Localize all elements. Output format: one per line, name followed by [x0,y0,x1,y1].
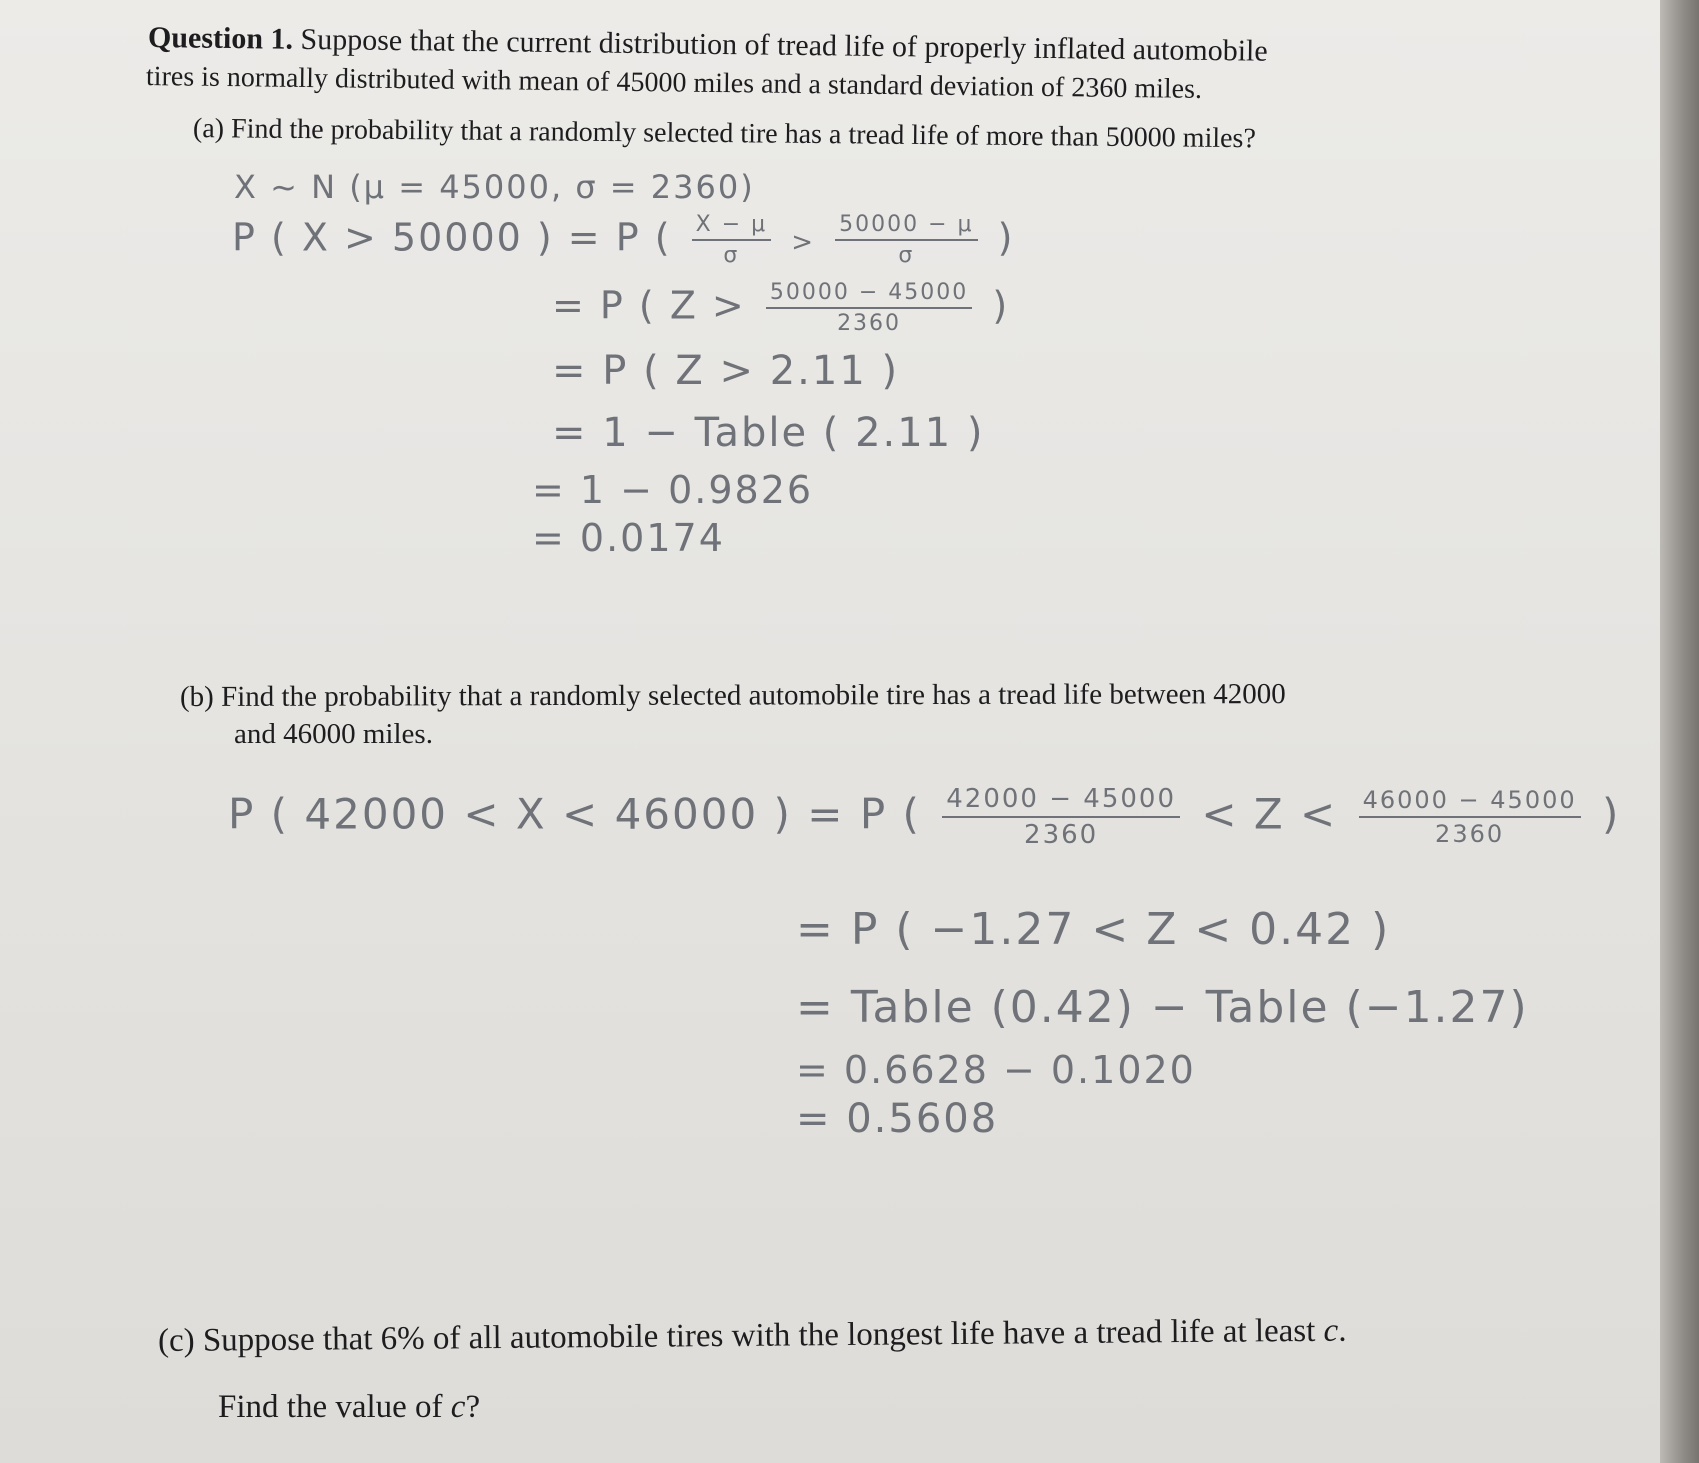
work-b-line1 [228,784,1620,850]
work-a-line3 [552,280,1009,336]
work-b-line1-frac1-den: 2360 [1024,820,1099,850]
part-c-text: (c) Suppose that 6% of all automobile tires with the longest life have a tread life at least [157,1312,1324,1359]
work-b-line1-frac2-den: 2360 [1435,820,1505,848]
work-b-line1-fraction1 [942,784,1180,850]
question-intro-text: Suppose that the current distribution of tread life of properly inflated automobile [300,22,1268,68]
work-a-line4: = P ( Z > 2.11 ) [552,348,900,394]
work-a-line3-fraction [766,280,972,336]
work-a-line6: = 1 − 0.9826 [532,468,814,512]
work-b-line1-fraction2 [1359,786,1581,848]
work-b-line5: = 0.5608 [796,1096,999,1142]
question-heading: Question 1. [147,21,294,56]
part-b-prompt-line2: and 46000 miles. [234,718,433,750]
work-b-line4: = 0.6628 − 0.1020 [796,1048,1196,1092]
work-a-line2-fraction2 [835,212,977,268]
part-c-line2-text: Find the value of [218,1389,451,1425]
work-a-line7: = 0.0174 [532,516,725,560]
work-a-line2-frac1-den: σ [723,243,740,268]
work-a-line2-left: P ( X > 50000 ) = P ( [232,215,672,260]
part-c-prompt-line2 [218,1388,480,1428]
work-a-line2-frac2-den: σ [898,243,915,268]
work-a-line2 [232,212,1014,268]
work-a-line2-fraction1 [692,212,772,268]
work-a-line1: X ~ N (μ = 45000, σ = 2360) [234,168,755,206]
part-c-period: . [1338,1312,1347,1349]
work-a-line2-frac2-num: 50000 − μ [835,212,977,241]
part-c-line2-qmark: ? [465,1389,481,1425]
part-c-variable: c [1323,1312,1339,1349]
paper-edge-shadow [1660,0,1699,1463]
part-c-line2-variable: c [450,1389,466,1425]
part-b-prompt-line1: (b) Find the probability that a randomly selected automobile tire has a tread life between 42000 [179,678,1286,713]
work-b-line1-frac2-num: 46000 − 45000 [1359,786,1581,818]
work-a-line3-close: ) [992,283,1010,328]
work-a-line2-gt: > [791,227,816,258]
part-a-prompt: (a) Find the probability that a randomly selected tire has a tread life of more than 50000 miles? [192,113,1256,155]
question-intro-line2: tires is normally distributed with mean of 45000 miles and a standard deviation of 2360 miles. [145,61,1203,105]
work-b-line1-close: ) [1601,789,1621,839]
work-b-line1-frac1-num: 42000 − 45000 [942,784,1180,818]
work-a-line2-close: ) [997,215,1015,260]
work-a-line3-den: 2360 [837,311,902,336]
work-a-line2-frac1-num: X − μ [692,212,772,241]
work-a-line5: = 1 − Table ( 2.11 ) [552,410,985,456]
work-b-line1-mid: < Z < [1201,789,1338,839]
work-b-line1-left: P ( 42000 < X < 46000 ) = P ( [228,789,921,839]
work-a-line3-num: 50000 − 45000 [766,280,972,309]
work-a-line3-left: = P ( Z > [552,283,746,328]
work-b-line2: = P ( −1.27 < Z < 0.42 ) [796,904,1391,955]
work-b-line3: = Table (0.42) − Table (−1.27) [796,982,1529,1033]
